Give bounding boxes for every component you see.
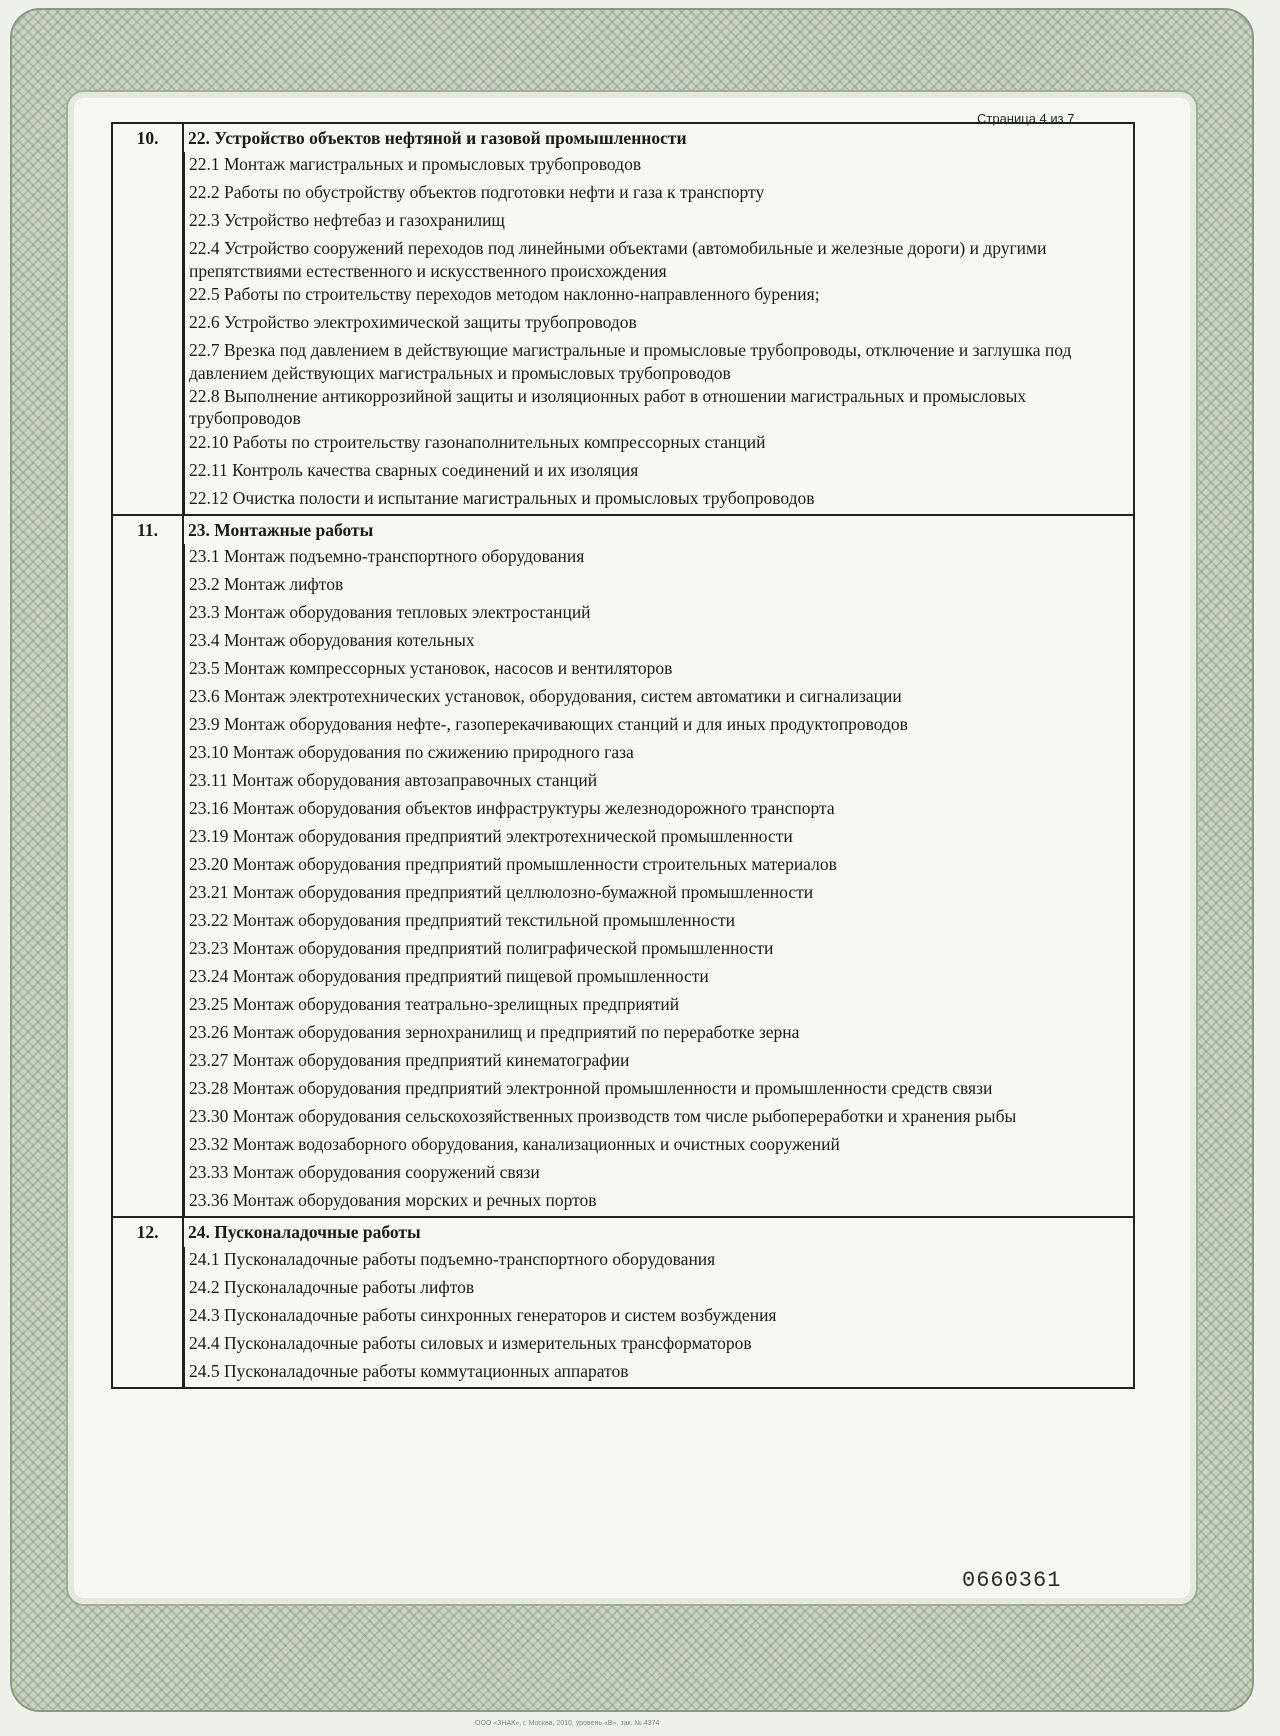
work-item: 24.2 Пусконаладочные работы лифтов xyxy=(184,1275,1133,1303)
work-item: 23.16 Монтаж оборудования объектов инфраструктуры железнодорожного транспорта xyxy=(184,796,1133,824)
work-item: 23.32 Монтаж водозаборного оборудования, канализационных и очистных сооружений xyxy=(184,1132,1133,1160)
work-item: 23.24 Монтаж оборудования предприятий пищевой промышленности xyxy=(184,964,1133,992)
work-item: 23.11 Монтаж оборудования автозаправочных станций xyxy=(184,768,1133,796)
work-item: 24.3 Пусконаладочные работы синхронных генераторов и систем возбуждения xyxy=(184,1303,1133,1331)
work-item: 23.26 Монтаж оборудования зернохранилищ и предприятий по переработке зерна xyxy=(184,1020,1133,1048)
work-item: 22.10 Работы по строительству газонаполнительных компрессорных станций xyxy=(184,430,1133,458)
work-item: 23.2 Монтаж лифтов xyxy=(184,572,1133,600)
work-item: 24.4 Пусконаладочные работы силовых и измерительных трансформаторов xyxy=(184,1331,1133,1359)
work-item: 22.2 Работы по обустройству объектов подготовки нефти и газа к транспорту xyxy=(184,180,1133,208)
section-row xyxy=(112,1217,1134,1387)
section-body xyxy=(183,123,1134,515)
section-body xyxy=(183,1217,1134,1387)
work-item: 22.5 Работы по строительству переходов методом наклонно-направленного бурения; xyxy=(184,282,1133,310)
section-row xyxy=(112,515,1134,1217)
work-item: 23.1 Монтаж подъемно-транспортного оборудования xyxy=(184,544,1133,572)
work-item: 23.27 Монтаж оборудования предприятий кинематографии xyxy=(184,1048,1133,1076)
section-title: 24. Пусконаладочные работы xyxy=(188,1222,421,1243)
section-title: 22. Устройство объектов нефтяной и газовой промышленности xyxy=(188,128,687,148)
work-item: 22.4 Устройство сооружений переходов под линейными объектами (автомобильные и железные дороги) и другими препятствиями естественного и искусственного происхождения xyxy=(184,236,1133,282)
work-item: 23.25 Монтаж оборудования театрально-зрелищных предприятий xyxy=(184,992,1133,1020)
printer-imprint: ООО «ЗНАК», г. Москва, 2010, уровень «В», зак. № 4374 xyxy=(475,1720,660,1727)
work-item: 22.8 Выполнение антикоррозийной защиты и изоляционных работ в отношении магистральных и промысловых трубопроводов xyxy=(184,384,1133,430)
page-number: Страница 4 из 7 xyxy=(977,111,1075,126)
work-item: 23.28 Монтаж оборудования предприятий электронной промышленности и промышленности средств связи xyxy=(184,1076,1133,1104)
work-item: 22.6 Устройство электрохимической защиты трубопроводов xyxy=(184,310,1133,338)
section-row xyxy=(112,123,1134,515)
work-item: 23.10 Монтаж оборудования по сжижению природного газа xyxy=(184,740,1133,768)
work-item: 22.11 Контроль качества сварных соединений и их изоляция xyxy=(184,458,1133,486)
work-item: 22.1 Монтаж магистральных и промысловых трубопроводов xyxy=(184,152,1133,180)
work-item: 23.3 Монтаж оборудования тепловых электростанций xyxy=(184,600,1133,628)
work-item: 23.22 Монтаж оборудования предприятий текстильной промышленности xyxy=(184,908,1133,936)
section-number: 11. xyxy=(112,515,183,1217)
work-item: 24.1 Пусконаладочные работы подъемно-транспортного оборудования xyxy=(184,1247,1133,1275)
section-body xyxy=(183,515,1134,1217)
work-item: 23.4 Монтаж оборудования котельных xyxy=(184,628,1133,656)
work-item: 22.12 Очистка полости и испытание магистральных и промысловых трубопроводов xyxy=(184,486,1133,514)
work-item: 24.5 Пусконаладочные работы коммутационных аппаратов xyxy=(184,1359,1133,1387)
work-item: 23.20 Монтаж оборудования предприятий промышленности строительных материалов xyxy=(184,852,1133,880)
work-item: 23.33 Монтаж оборудования сооружений связи xyxy=(184,1160,1133,1188)
work-item: 23.30 Монтаж оборудования сельскохозяйственных производств том числе рыбопереработки и хранения рыбы xyxy=(184,1104,1133,1132)
work-item: 23.23 Монтаж оборудования предприятий полиграфической промышленности xyxy=(184,936,1133,964)
work-item: 23.5 Монтаж компрессорных установок, насосов и вентиляторов xyxy=(184,656,1133,684)
work-item: 22.3 Устройство нефтебаз и газохранилищ xyxy=(184,208,1133,236)
work-item: 23.21 Монтаж оборудования предприятий целлюлозно-бумажной промышленности xyxy=(184,880,1133,908)
serial-number: 0660361 xyxy=(962,1568,1062,1593)
work-item: 22.7 Врезка под давлением в действующие магистральные и промысловые трубопроводы, отключение и заглушка под давлением действующих магистральных и промысловых трубопроводов xyxy=(184,338,1133,384)
section-title: 23. Монтажные работы xyxy=(188,519,374,540)
work-item: 23.19 Монтаж оборудования предприятий электротехнической промышленности xyxy=(184,824,1133,852)
section-number: 12. xyxy=(112,1217,183,1387)
works-table xyxy=(111,122,1135,1389)
section-number: 10. xyxy=(112,123,183,515)
work-item: 23.36 Монтаж оборудования морских и речных портов xyxy=(184,1188,1133,1216)
work-item: 23.6 Монтаж электротехнических установок, оборудования, систем автоматики и сигнализации xyxy=(184,684,1133,712)
work-item: 23.9 Монтаж оборудования нефте-, газоперекачивающих станций и для иных продуктопроводов xyxy=(184,712,1133,740)
